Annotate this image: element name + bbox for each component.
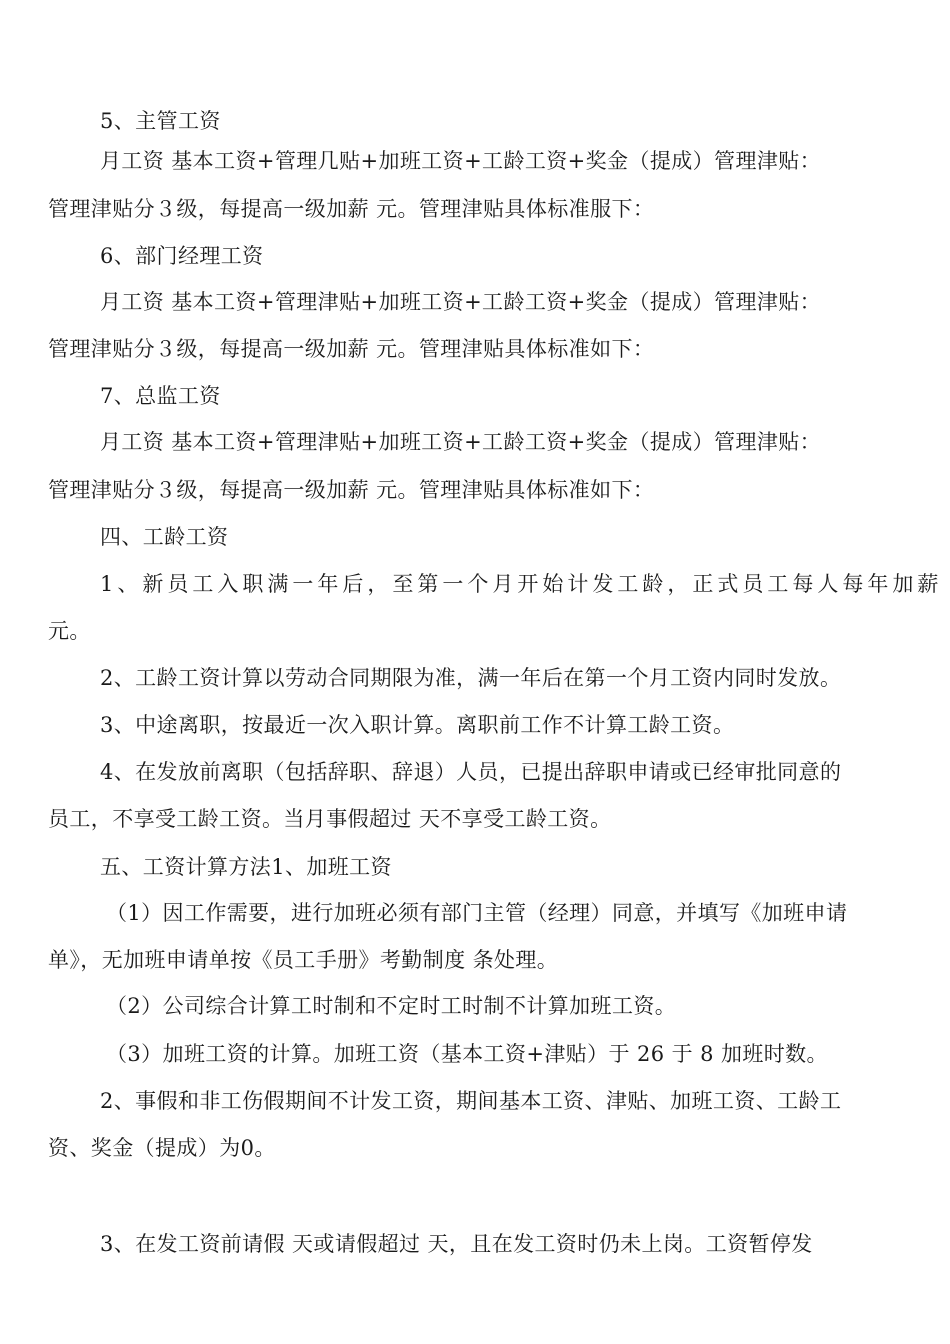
- text-line: 3、在发工资前请假 天或请假超过 天，且在发工资时仍未上岗。工资暂停发: [100, 1232, 813, 1256]
- formula-line: 月工资 基本工资+管理几贴+加班工资+工龄工资+奖金（提成）管理津贴：: [100, 149, 822, 173]
- text-line: 员工，不享受工龄工资。当月事假超过 天不享受工龄工资。: [48, 807, 612, 831]
- text-line: 资、奖金（提成）为0。: [48, 1136, 276, 1160]
- text-line: 管理津贴分３级，每提高一级加薪 元。管理津贴具体标准如下：: [48, 337, 655, 361]
- text-line: （2）公司综合计算工时制和不定时工时制不计算加班工资。: [106, 994, 677, 1018]
- text-line: 元。: [48, 619, 91, 643]
- section-heading: 5、主管工资: [100, 109, 221, 133]
- section-heading: 7、总监工资: [100, 384, 221, 408]
- text-line: 单》，无加班申请单按《员工手册》考勤制度 条处理。: [48, 948, 559, 972]
- text-line: 3、中途离职，按最近一次入职计算。离职前工作不计算工龄工资。: [100, 713, 735, 737]
- text-line: 管理津贴分３级，每提高一级加薪 元。管理津贴具体标准服下：: [48, 197, 655, 221]
- formula-line: 月工资 基本工资+管理津贴+加班工资+工龄工资+奖金（提成）管理津贴：: [100, 430, 822, 454]
- section-heading: 四、工龄工资: [100, 525, 229, 549]
- section-heading: 6、部门经理工资: [100, 244, 264, 268]
- text-line: 2、事假和非工伤假期间不计发工资，期间基本工资、津贴、加班工资、工龄工: [100, 1089, 842, 1113]
- text-line: 2、工龄工资计算以劳动合同期限为准，满一年后在第一个月工资内同时发放。: [100, 666, 842, 690]
- text-line: （3）加班工资的计算。加班工资（基本工资+津贴）于 26 于 8 加班时数。: [106, 1042, 828, 1066]
- text-line: 管理津贴分３级，每提高一级加薪 元。管理津贴具体标准如下：: [48, 478, 655, 502]
- text-line: （1）因工作需要，进行加班必须有部门主管（经理）同意，并填写《加班申请: [106, 901, 848, 925]
- text-line: 4、在发放前离职（包括辞职、辞退）人员，已提出辞职申请或已经审批同意的: [100, 760, 842, 784]
- section-heading: 五、工资计算方法1、加班工资: [100, 855, 392, 879]
- text-line: 1、新员工入职满一年后，至第一个月开始计发工龄，正式员工每人每年加薪: [100, 572, 943, 596]
- formula-line: 月工资 基本工资+管理津贴+加班工资+工龄工资+奖金（提成）管理津贴：: [100, 290, 822, 314]
